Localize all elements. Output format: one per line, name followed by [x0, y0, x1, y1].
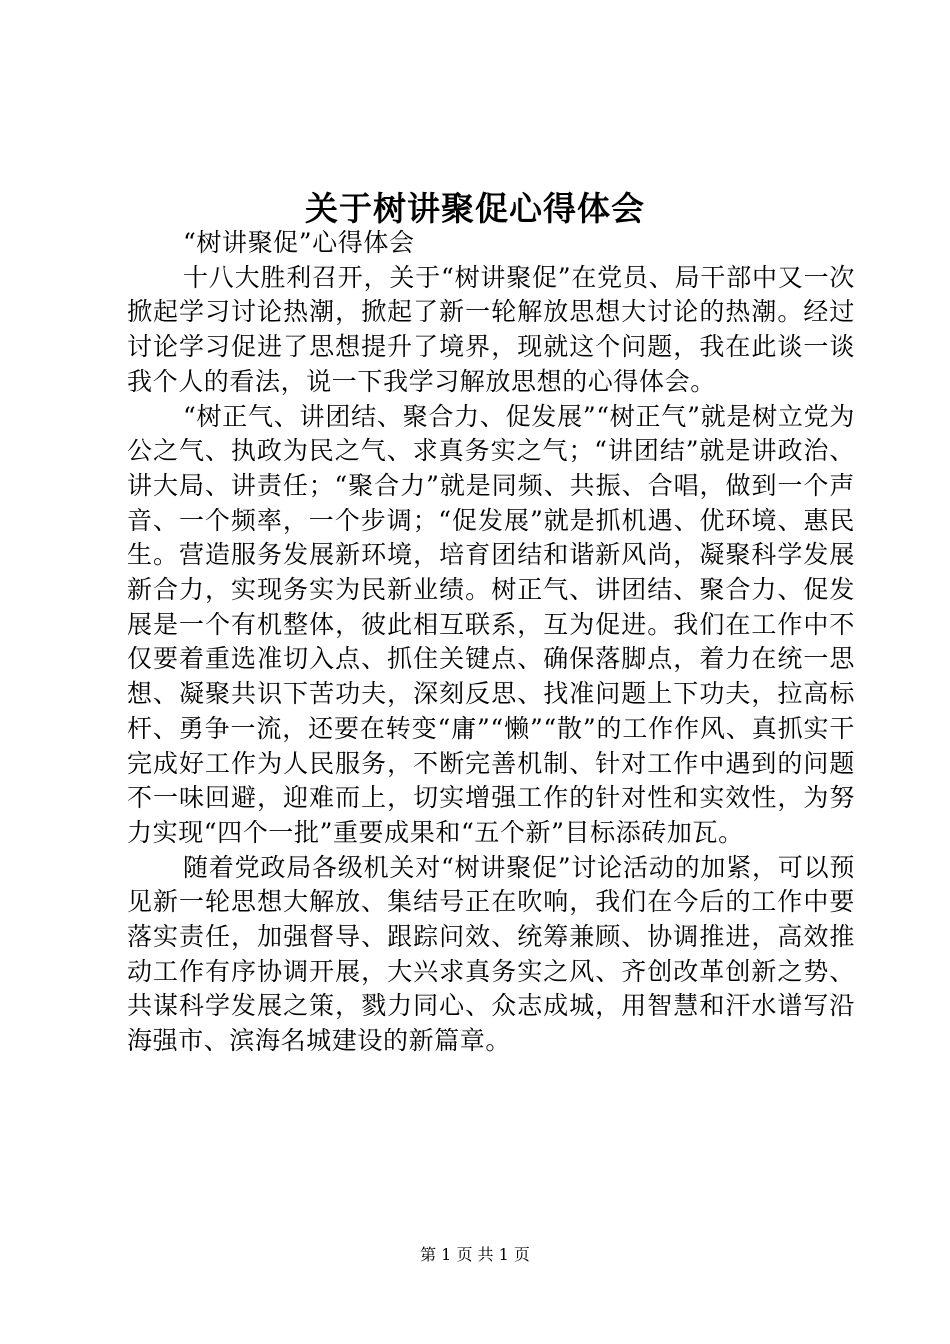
page-footer: 第 1 页 共 1 页 — [420, 1245, 530, 1264]
subtitle-paragraph: “树讲聚促”心得体会 — [183, 228, 415, 257]
body-paragraph: 随着党政局各级机关对“树讲聚促”讨论活动的加紧，可以预见新一轮思想大解放、集结号正在吹响，我们在今后的工作中要落实责任，加强督导、跟踪问效、统筹兼顾、协调推进，高效推动工作有序协调开展，大兴求真务实之风、齐创改革创新之势、共谋科学发展之策，戮力同心、众志成城，用智慧和汗水谱写沿海强市、滨海名城建设的新篇章。 — [127, 852, 855, 1056]
body-paragraph: 十八大胜利召开，关于“树讲聚促”在党员、局干部中又一次掀起学习讨论热潮，掀起了新一轮解放思想大讨论的热潮。经过讨论学习促进了思想提升了境界，现就这个问题，我在此谈一谈我个人的看法，说一下我学习解放思想的心得体会。 — [127, 262, 855, 396]
document-title: 关于树讲聚促心得体会 — [305, 189, 645, 228]
document-body — [127, 226, 855, 1059]
body-paragraph: “树正气、讲团结、聚合力、促发展”“树正气”就是树立党为公之气、执政为民之气、求真务实之气；“讲团结”就是讲政治、讲大局、讲责任；“聚合力”就是同频、共振、合唱，做到一个声音、一个频率，一个步调；“促发展”就是抓机遇、优环境、惠民生。营造服务发展新环境，培育团结和谐新风尚，凝聚科学发展新合力，实现务实为民新业绩。树正气、讲团结、聚合力、促发展是一个有机整体，彼此相互联系，互为促进。我们在工作中不仅要着重选准切入点、抓住关键点、确保落脚点，着力在统一思想、凝聚共识下苦功夫，深刻反思、找准问题上下功夫，拉高标杆、勇争一流，还要在转变“庸”“懒”“散”的工作作风、真抓实干完成好工作为人民服务，不断完善机制、针对工作中遇到的问题不一味回避，迎难而上，切实增强工作的针对性和实效性，为努力实现“四个一批”重要成果和“五个新”目标添砖加瓦。 — [127, 401, 855, 847]
